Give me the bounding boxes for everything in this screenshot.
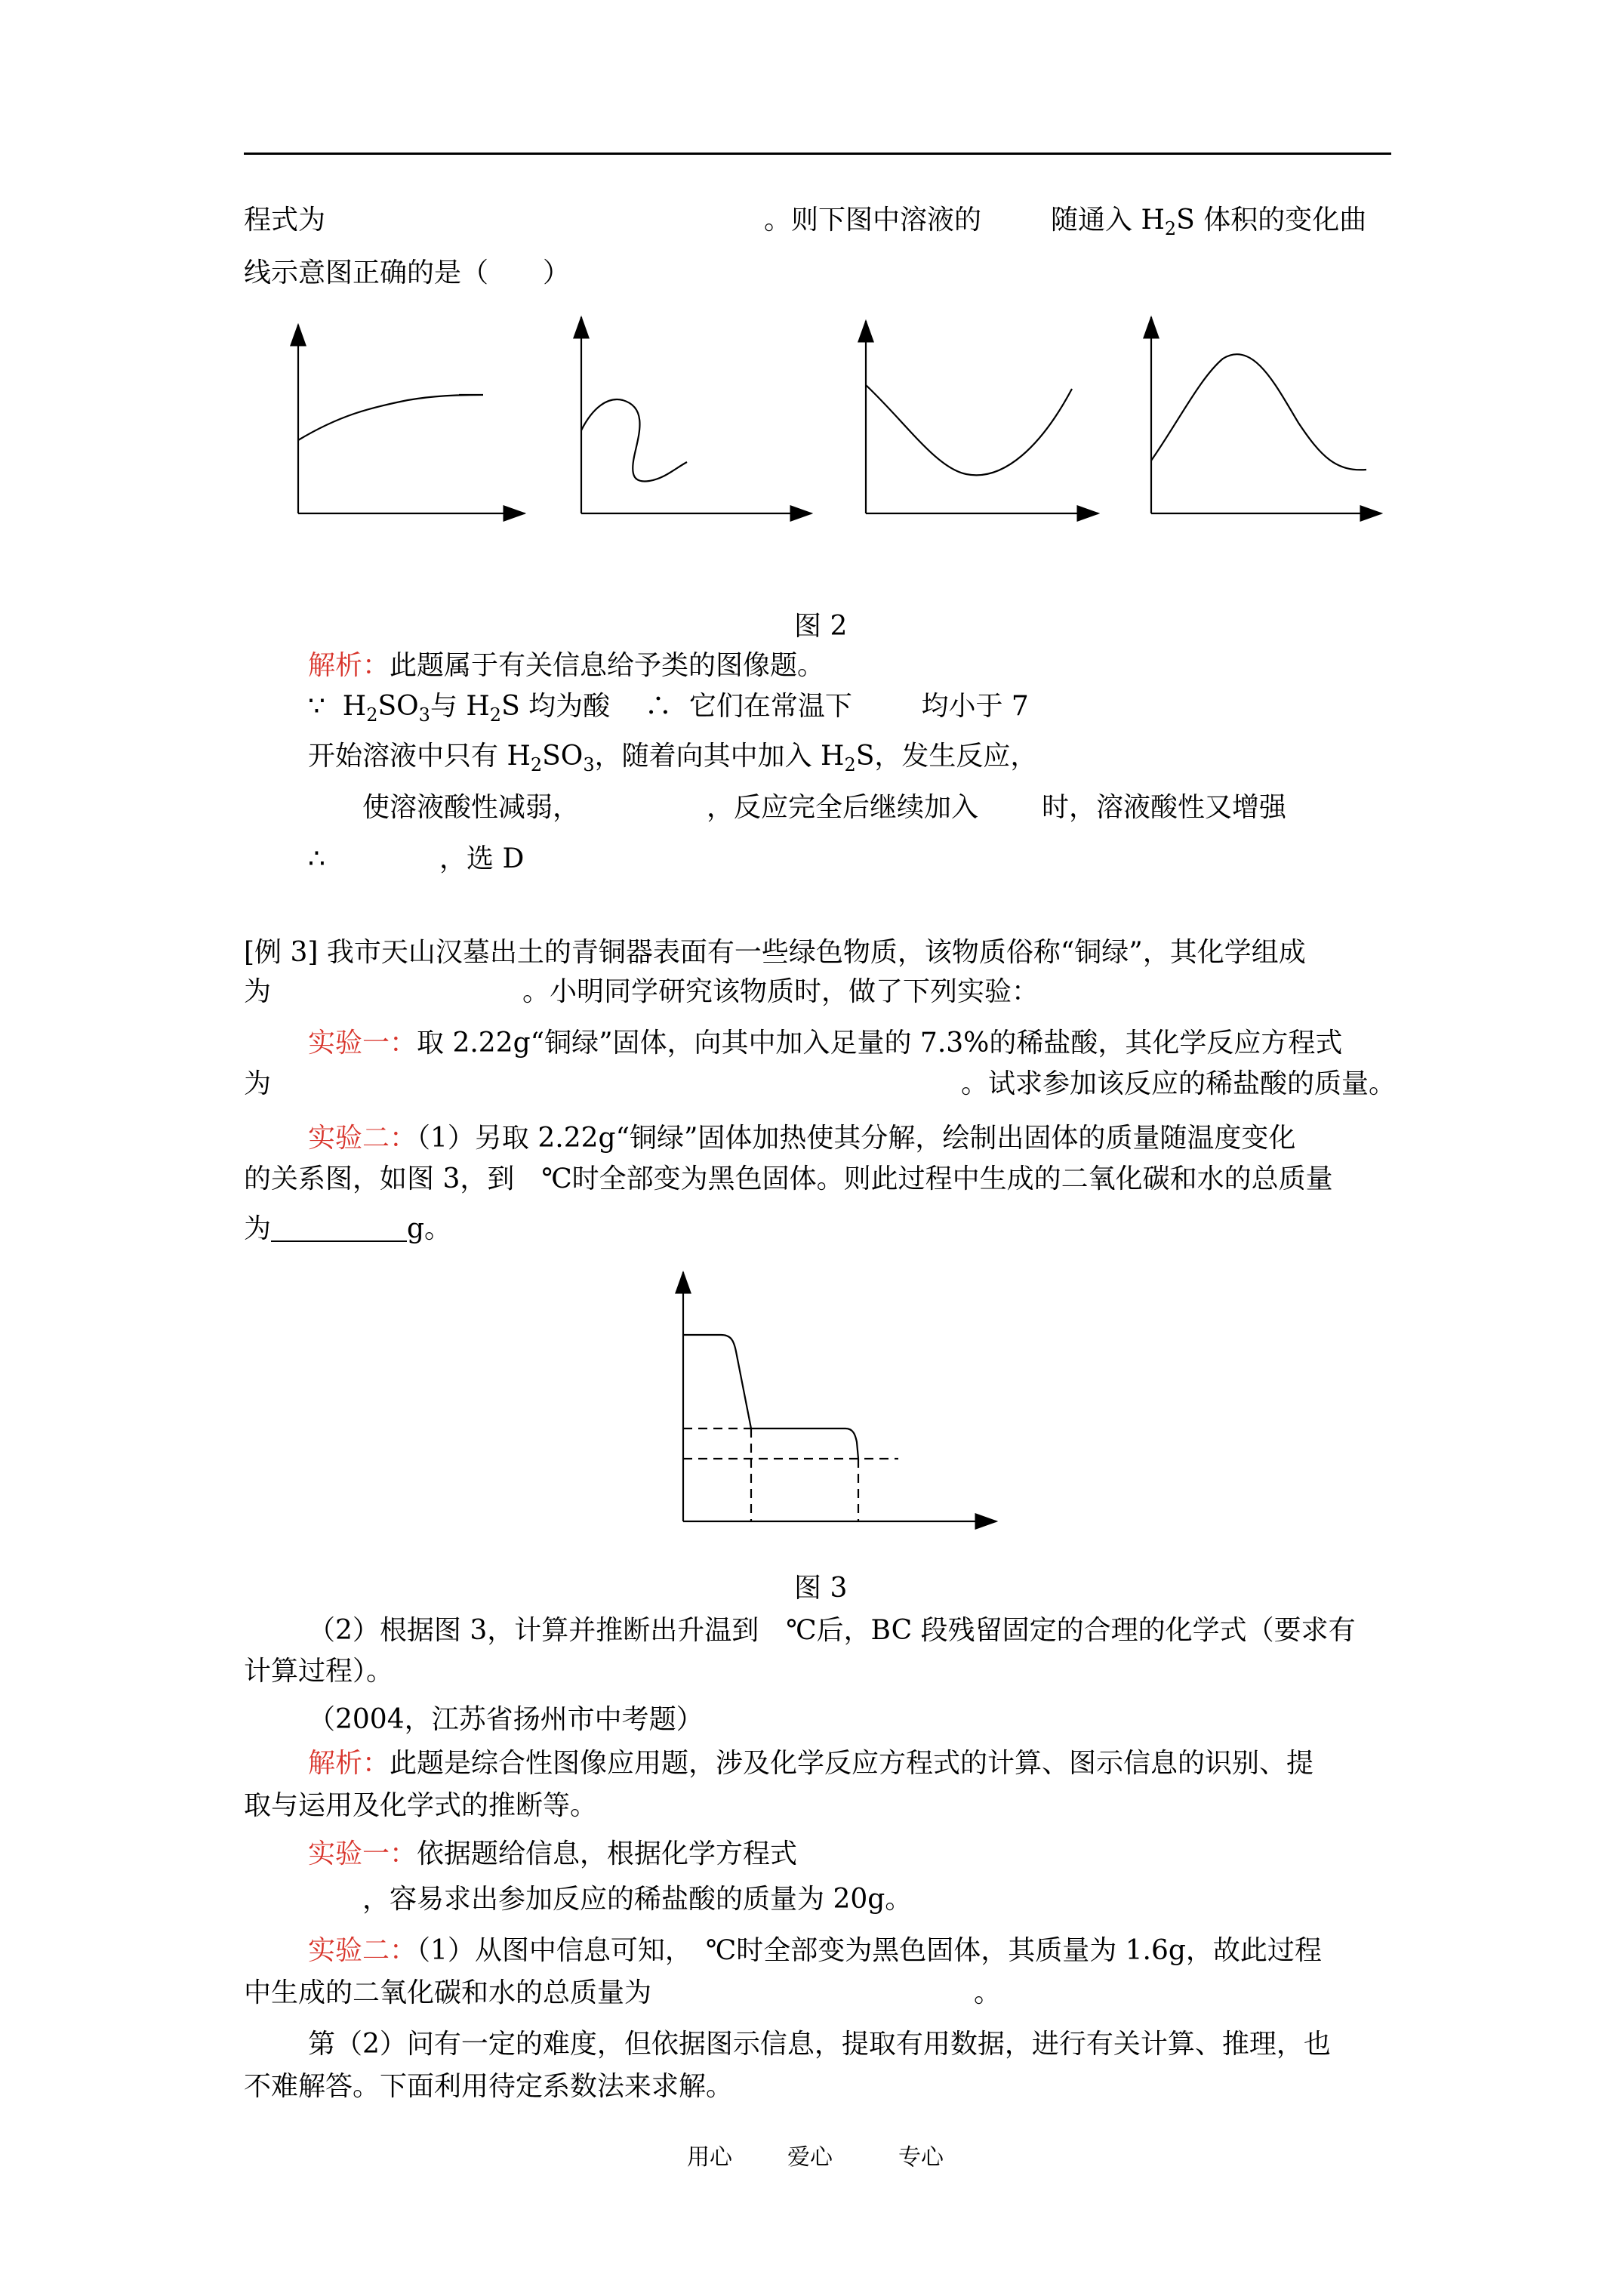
- fig3-curve: [683, 1335, 858, 1459]
- graph-d-curve: [1151, 354, 1366, 470]
- analysis2-exp1-label: 实验一：: [308, 1838, 417, 1869]
- analysis1-line-4c: 时，溶液酸性又增强: [1042, 792, 1287, 823]
- exp1-line-2b: 。试求参加该反应的稀盐酸的质量。: [961, 1068, 1397, 1099]
- intro-line-1-b: 。则下图中溶液的: [764, 205, 982, 236]
- q2-line-1: （2）根据图 3，计算并推断出升温到 ℃后，BC 段残留固定的合理的化学式（要求有: [308, 1615, 1356, 1646]
- graph-c-curve: [866, 385, 1072, 475]
- analysis2-exp2-label: 实验二：: [308, 1935, 417, 1966]
- graph-c: [866, 321, 1098, 513]
- q2-source: （2004，江苏省扬州市中考题）: [308, 1704, 704, 1735]
- exp2-line-2: 的关系图，如图 3，到 ℃时全部变为黑色固体。则此过程中生成的二氧化碳和水的总质量: [244, 1163, 1333, 1194]
- analysis2-exp2-line-2a: 中生成的二氧化碳和水的总质量为: [244, 1977, 652, 2008]
- intro-line-1-c: 随通入 $H_2S$ 体积的变化曲: [1051, 205, 1367, 239]
- figure-3-caption: 图 3: [794, 1573, 848, 1604]
- analysis2-exp1-line-1: 实验一：依据题给信息，根据化学方程式: [308, 1838, 798, 1869]
- footer-zhuanxin: 专心: [898, 2144, 944, 2171]
- intro-line-2: 线示意图正确的是（ ）: [244, 257, 571, 288]
- intro-line-1: 程式为: [244, 205, 326, 236]
- figure-2-caption: 图 2: [794, 611, 848, 642]
- analysis1-line-5a: ∴: [308, 843, 325, 874]
- graph-a: [298, 325, 525, 513]
- analysis1-line-4a: 使溶液酸性减弱，: [362, 792, 581, 823]
- graph-d: [1151, 317, 1381, 513]
- graph-b-curve: [581, 399, 687, 481]
- graph-a-curve: [298, 395, 483, 440]
- analysis2-para-line-2: 不难解答。下面利用待定系数法来求解。: [244, 2071, 734, 2102]
- example3-line-2a: 为: [244, 976, 272, 1007]
- q2-line-2: 计算过程）。: [244, 1656, 394, 1687]
- analysis2-line-2: 取与运用及化学式的推断等。: [244, 1790, 598, 1821]
- analysis2-para-line-1: 第（2）问有一定的难度，但依据图示信息，提取有用数据，进行有关计算、推理，也: [308, 2029, 1331, 2060]
- exp1-label: 实验一：: [308, 1028, 417, 1059]
- analysis1-line-2: ∵ $H_2SO_3$与 $H_2S$ 均为酸 ∴ 它们在常温下 均小于 7: [308, 691, 1029, 726]
- exp1-line-1: 实验一：取 2.22g“铜绿”固体，向其中加入足量的 7.3%的稀盐酸，其化学反应方程式: [308, 1028, 1343, 1059]
- analysis1-line-4b: ，反应完全后继续加入: [707, 792, 979, 823]
- example3-line-1: [例 3] 我市天山汉墓出土的青铜器表面有一些绿色物质，该物质俗称“铜绿”，其化学组成: [244, 937, 1306, 968]
- exp2-label: 实验二：: [308, 1123, 417, 1154]
- exp2-line-3: 为 g。: [244, 1213, 452, 1244]
- analysis1-line-3: 开始溶液中只有 $H_2SO_3$，随着向其中加入 $H_2S$，发生反应，: [308, 741, 1038, 775]
- answer-blank[interactable]: [271, 1215, 407, 1242]
- example3-line-2b: 。小明同学研究该物质时，做了下列实验：: [522, 976, 1039, 1007]
- footer-aixin: 爱心: [787, 2144, 833, 2171]
- analysis2-label: 解析：: [308, 1748, 390, 1779]
- analysis2-exp2-line-2b: 。: [974, 1977, 1002, 2008]
- analysis1-label: 解析：: [308, 650, 390, 681]
- analysis1-line-5b: ，选 D: [439, 843, 525, 874]
- exp1-line-2a: 为: [244, 1068, 272, 1099]
- analysis2-exp1-line-2: ，容易求出参加反应的稀盐酸的质量为 20g。: [362, 1884, 913, 1915]
- analysis1-line-1: 解析：此题属于有关信息给予类的图像题。: [308, 650, 825, 681]
- exp2-line-1: 实验二：（1）另取 2.22g“铜绿”固体加热使其分解，绘制出固体的质量随温度变化: [308, 1123, 1296, 1154]
- analysis2-line-1: 解析：此题是综合性图像应用题，涉及化学反应方程式的计算、图示信息的识别、提: [308, 1748, 1314, 1779]
- graph-b: [581, 317, 812, 513]
- figure-3-graph: [683, 1272, 996, 1521]
- analysis2-exp2-line-1: 实验二：（1）从图中信息可知， ℃时全部变为黑色固体，其质量为 1.6g，故此过程: [308, 1935, 1322, 1966]
- footer-yongxin: 用心: [687, 2144, 732, 2171]
